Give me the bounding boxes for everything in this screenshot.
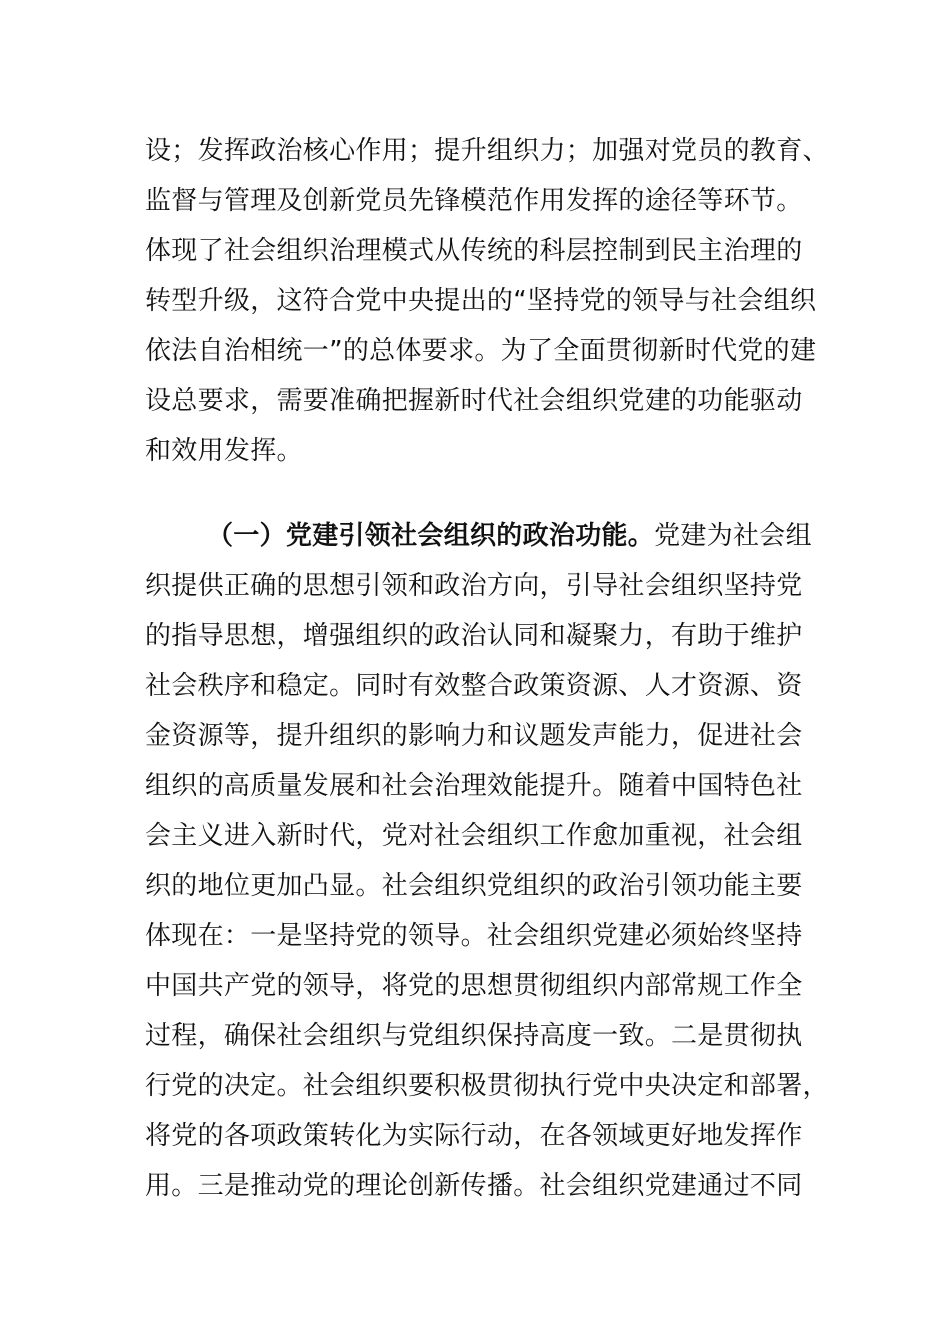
text-line: 设总要求，需要准确把握新时代社会组织党建的功能驱动 bbox=[145, 386, 803, 416]
text-line: 行党的决定。社会组织要积极贯彻执行党中央决定和部署， bbox=[145, 1071, 829, 1101]
text-line: 和效用发挥。 bbox=[145, 436, 303, 466]
text-line: 将党的各项政策转化为实际行动，在各领域更好地发挥作 bbox=[145, 1121, 803, 1151]
text-line: 体现了社会组织治理模式从传统的科层控制到民主治理的 bbox=[145, 236, 803, 266]
text-line: 依法自治相统一”的总体要求。为了全面贯彻新时代党的建 bbox=[145, 336, 817, 366]
text-line: 金资源等，提升组织的影响力和议题发声能力，促进社会 bbox=[145, 721, 803, 751]
text-line: 的指导思想，增强组织的政治认同和凝聚力，有助于维护 bbox=[145, 621, 803, 651]
text-line: 中国共产党的领导，将党的思想贯彻组织内部常规工作全 bbox=[145, 971, 803, 1001]
text-line: 织的地位更加凸显。社会组织党组织的政治引领功能主要 bbox=[145, 871, 803, 901]
text-line: 社会秩序和稳定。同时有效整合政策资源、人才资源、资 bbox=[145, 671, 803, 701]
text-line: 织提供正确的思想引领和政治方向，引导社会组织坚持党 bbox=[145, 571, 803, 601]
text-line: 过程，确保社会组织与党组织保持高度一致。二是贯彻执 bbox=[145, 1021, 803, 1051]
text-line: 设；发挥政治核心作用；提升组织力；加强对党员的教育、 bbox=[145, 136, 829, 166]
text-line: 监督与管理及创新党员先锋模范作用发挥的途径等环节。 bbox=[145, 186, 803, 216]
text-line: 体现在：一是坚持党的领导。社会组织党建必须始终坚持 bbox=[145, 921, 803, 951]
text-line: 会主义进入新时代，党对社会组织工作愈加重视，社会组 bbox=[145, 821, 803, 851]
text-line-first bbox=[207, 521, 815, 551]
text-line: 组织的高质量发展和社会治理效能提升。随着中国特色社 bbox=[145, 771, 803, 801]
text-line: 转型升级，这符合党中央提出的“坚持党的领导与社会组织 bbox=[145, 286, 817, 316]
section-heading-rest: 党建为社会组 bbox=[654, 521, 812, 551]
text-line: 用。三是推动党的理论创新传播。社会组织党建通过不同 bbox=[145, 1171, 803, 1201]
section-heading: （一）党建引领社会组织的政治功能。 bbox=[207, 521, 655, 551]
